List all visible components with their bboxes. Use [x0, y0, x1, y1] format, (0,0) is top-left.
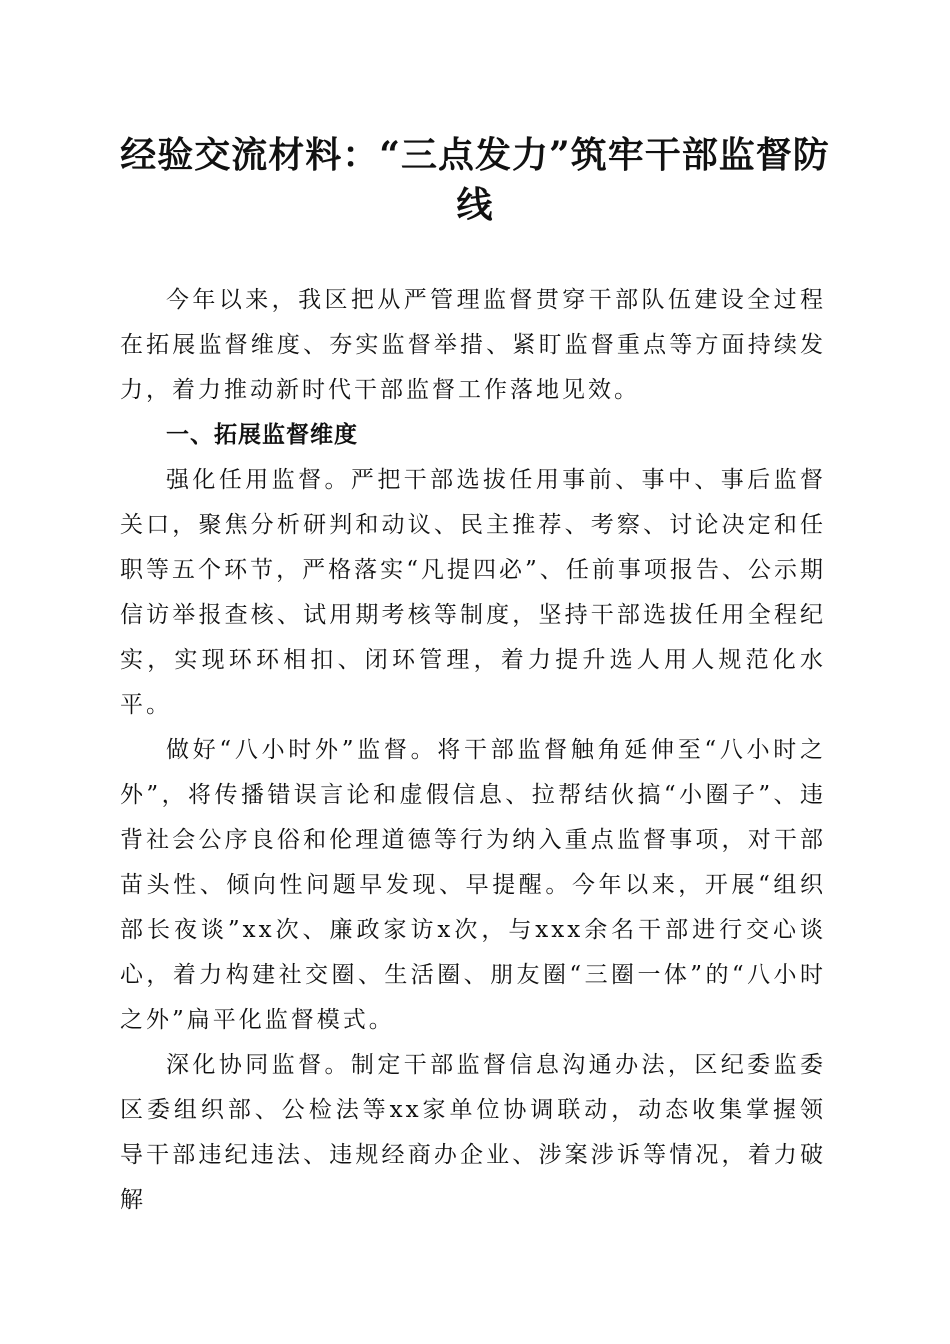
document-title: 经验交流材料：“三点发力”筑牢干部监督防线 — [120, 134, 830, 226]
paragraph-collaborative-supervision: 深化协同监督。制定干部监督信息沟通办法，区纪委监委区委组织部、公检法等xx家单位协调联动，动态收集掌握领导干部违纪违法、违规经商办企业、涉案涉诉等情况，着力破解 — [120, 1052, 826, 1213]
intro-paragraph: 今年以来，我区把从严管理监督贯穿干部队伍建设全过程在拓展监督维度、夯实监督举措、紧盯监督重点等方面持续发力，着力推动新时代干部监督工作落地见效。 — [120, 287, 826, 403]
paragraph-after-hours-supervision: 做好“八小时外”监督。将干部监督触角延伸至“八小时之外”，将传播错误言论和虚假信息、拉帮结伙搞“小圈子”、违背社会公序良俗和伦理道德等行为纳入重点监督事项，对干部苗头性、倾向性问题早发现、早提醒。今年以来，开展“组织部长夜谈”xx次、廉政家访x次，与xxx余名干部进行交心谈心，着力构建社交圈、生活圈、朋友圈“三圈一体”的“八小时之外”扁平化监督模式。 — [120, 737, 826, 1033]
document-body — [120, 278, 826, 1223]
paragraph-appointment-supervision: 强化任用监督。严把干部选拔任用事前、事中、事后监督关口，聚焦分析研判和动议、民主推荐、考察、讨论决定和任职等五个环节，严格落实“凡提四必”、任前事项报告、公示期信访举报查核、试用期考核等制度，坚持干部选拔任用全程纪实，实现环环相扣、闭环管理，着力提升选人用人规范化水平。 — [120, 467, 826, 718]
section-heading: 一、拓展监督维度 — [166, 422, 358, 448]
